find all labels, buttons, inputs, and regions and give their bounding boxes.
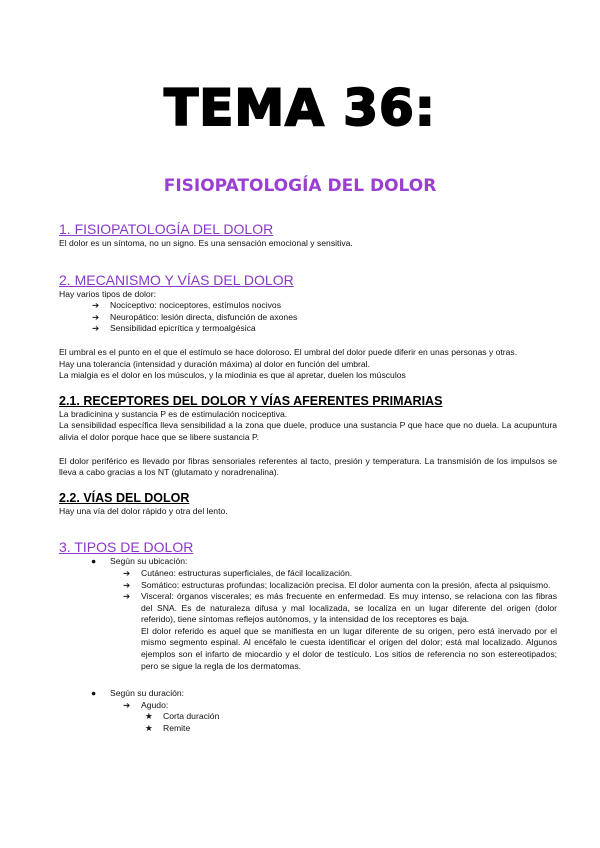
section-heading-2-1: 2.1. RECEPTORES DEL DOLOR Y VÍAS AFERENTES PRIMARIAS [59,393,443,408]
section-heading-2-2: 2.2. VÍAS DEL DOLOR [59,490,190,505]
page-title: TEMA 36: [164,79,436,137]
paragraph: Hay una tolerancia (intensidad y duración máxima) al dolor en función del umbral. [59,358,370,369]
section-2-intro: Hay varios tipos de dolor: [59,288,156,299]
paragraph: El umbral es el punto en el que el estímulo se hace doloroso. El umbral del dolor puede diferir en unas personas y otras. [59,346,518,357]
list-item: ➔ Neuropático: lesión directa, disfunción de axones [92,311,298,322]
list-item: ★ Remite [145,723,191,734]
arrow-icon: ➔ [123,591,131,602]
star-icon: ★ [145,723,153,734]
document-body [59,221,557,735]
list-item: ➔ Somático: estructuras profundas; localización precisa. El dolor aumenta con la presión, afecta al psiquismo. [123,579,551,590]
list-item: ● Según su ubicación: ➔ Cutáneo: estructuras superficiales, de fácil localización. ➔ Somático: estructuras profundas; localización precisa. El dolor aumenta con la presión, afecta al psiquismo. ➔ Visceral: órganos viscerales; es más frecuente en enfermedad. Es muy intenso, se relaciona con las fibras del SNA. Es de naturaleza difusa y mal localizada, se localiza en un lugar diferente del origen (dolor referido), tiene síntomas reflejos autónomos, y la intensidad de los receptores es baja. El dolor referido es aquel que se manifiesta en un lugar diferente de su origen, pero está inervado por el mismo segmento espinal. Al encéfalo le cuesta identificar el origen del dolor; está mal localizado. Algunos ejemplos son el infarto de miocardio y el dolor de testículo. Los sitios de referencia no son estereotipados; pero se sigue la regla de los dermatomas. [91,556,557,671]
list-item: ➔ Cutáneo: estructuras superficiales, de fácil localización. [123,567,353,578]
list-item: ➔ Sensibilidad epicrítica y termoalgésica [92,323,256,334]
paragraph: La sensibilidad específica lleva sensibilidad a la zona que duele, produce una sustancia P que hace que no duela. La acupuntura alivia el dolor porque hace que se libere sustancia P. [59,420,557,442]
section-1-text: El dolor es un síntoma, no un signo. Es una sensación emocional y sensitiva. [59,238,353,248]
bullet-icon: ● [91,688,97,699]
arrow-icon: ➔ [92,311,100,322]
list-item: ➔ Nociceptivo: nociceptores, estímulos nocivos [92,300,281,311]
arrow-icon: ➔ [123,699,131,710]
classification-list [59,688,557,734]
arrow-icon: ➔ [92,300,100,311]
list-item: ➔ Visceral: órganos viscerales; es más frecuente en enfermedad. Es muy intenso, se relaciona con las fibras del SNA. Es de naturaleza difusa y mal localizada, se localiza en un lugar diferente del origen (dolor referido), tiene síntomas reflejos autónomos, y la intensidad de los receptores es baja. El dolor referido es aquel que se manifiesta en un lugar diferente de su origen, pero está inervado por el mismo segmento espinal. Al encéfalo le cuesta identificar el origen del dolor; está mal localizado. Algunos ejemplos son el infarto de miocardio y el dolor de testículo. Los sitios de referencia no son estereotipados; pero se sigue la regla de los dermatomas. [123,591,557,671]
page-subtitle: FISIOPATOLOGÍA DEL DOLOR [163,176,437,196]
paragraph: El dolor periférico es llevado por fibras sensoriales referentes al tacto, presión y temperatura. La transmisión de los impulsos se lleva a cabo gracias a los NT (glutamato y noradrenalina). [59,455,557,478]
star-icon: ★ [145,711,153,722]
arrow-icon: ➔ [123,567,131,578]
list-item: ➔ Agudo: ★ Corta duración ★ Remite [110,700,557,735]
list-item: ★ Corta duración [145,711,220,722]
paragraph: El dolor referido es aquel que se manifiesta en un lugar diferente de su origen, pero está inervado por el mismo segmento espinal. Al encéfalo le cuesta identificar el origen del dolor; está mal localizado. Algunos ejemplos son el infarto de miocardio y el dolor de testículo. Los sitios de referencia no son estereotipados; pero se sigue la regla de los dermatomas. [141,625,557,671]
paragraph: Hay una vía del dolor rápido y otra del lento. [59,505,228,516]
section-heading-2: 2. MECANISMO Y VÍAS DEL DOLOR [59,271,294,288]
section-heading-1: 1. FISIOPATOLOGÍA DEL DOLOR [59,221,274,237]
bullet-icon: ● [91,556,97,567]
section-heading-3: 3. TIPOS DE DOLOR [59,539,194,556]
list-item: ● Según su duración: ➔ Agudo: ★ Corta duración ★ Remite [59,688,557,734]
classification-list [59,556,557,672]
pain-types-list [59,300,557,335]
paragraph: La mialgia es el dolor en los músculos, y la miodinia es que al apretar, duelen los músculos [59,370,406,381]
arrow-icon: ➔ [123,579,131,590]
paragraph: La bradicinina y sustancia P es de estimulación nociceptiva. [59,408,288,419]
arrow-icon: ➔ [92,323,100,334]
